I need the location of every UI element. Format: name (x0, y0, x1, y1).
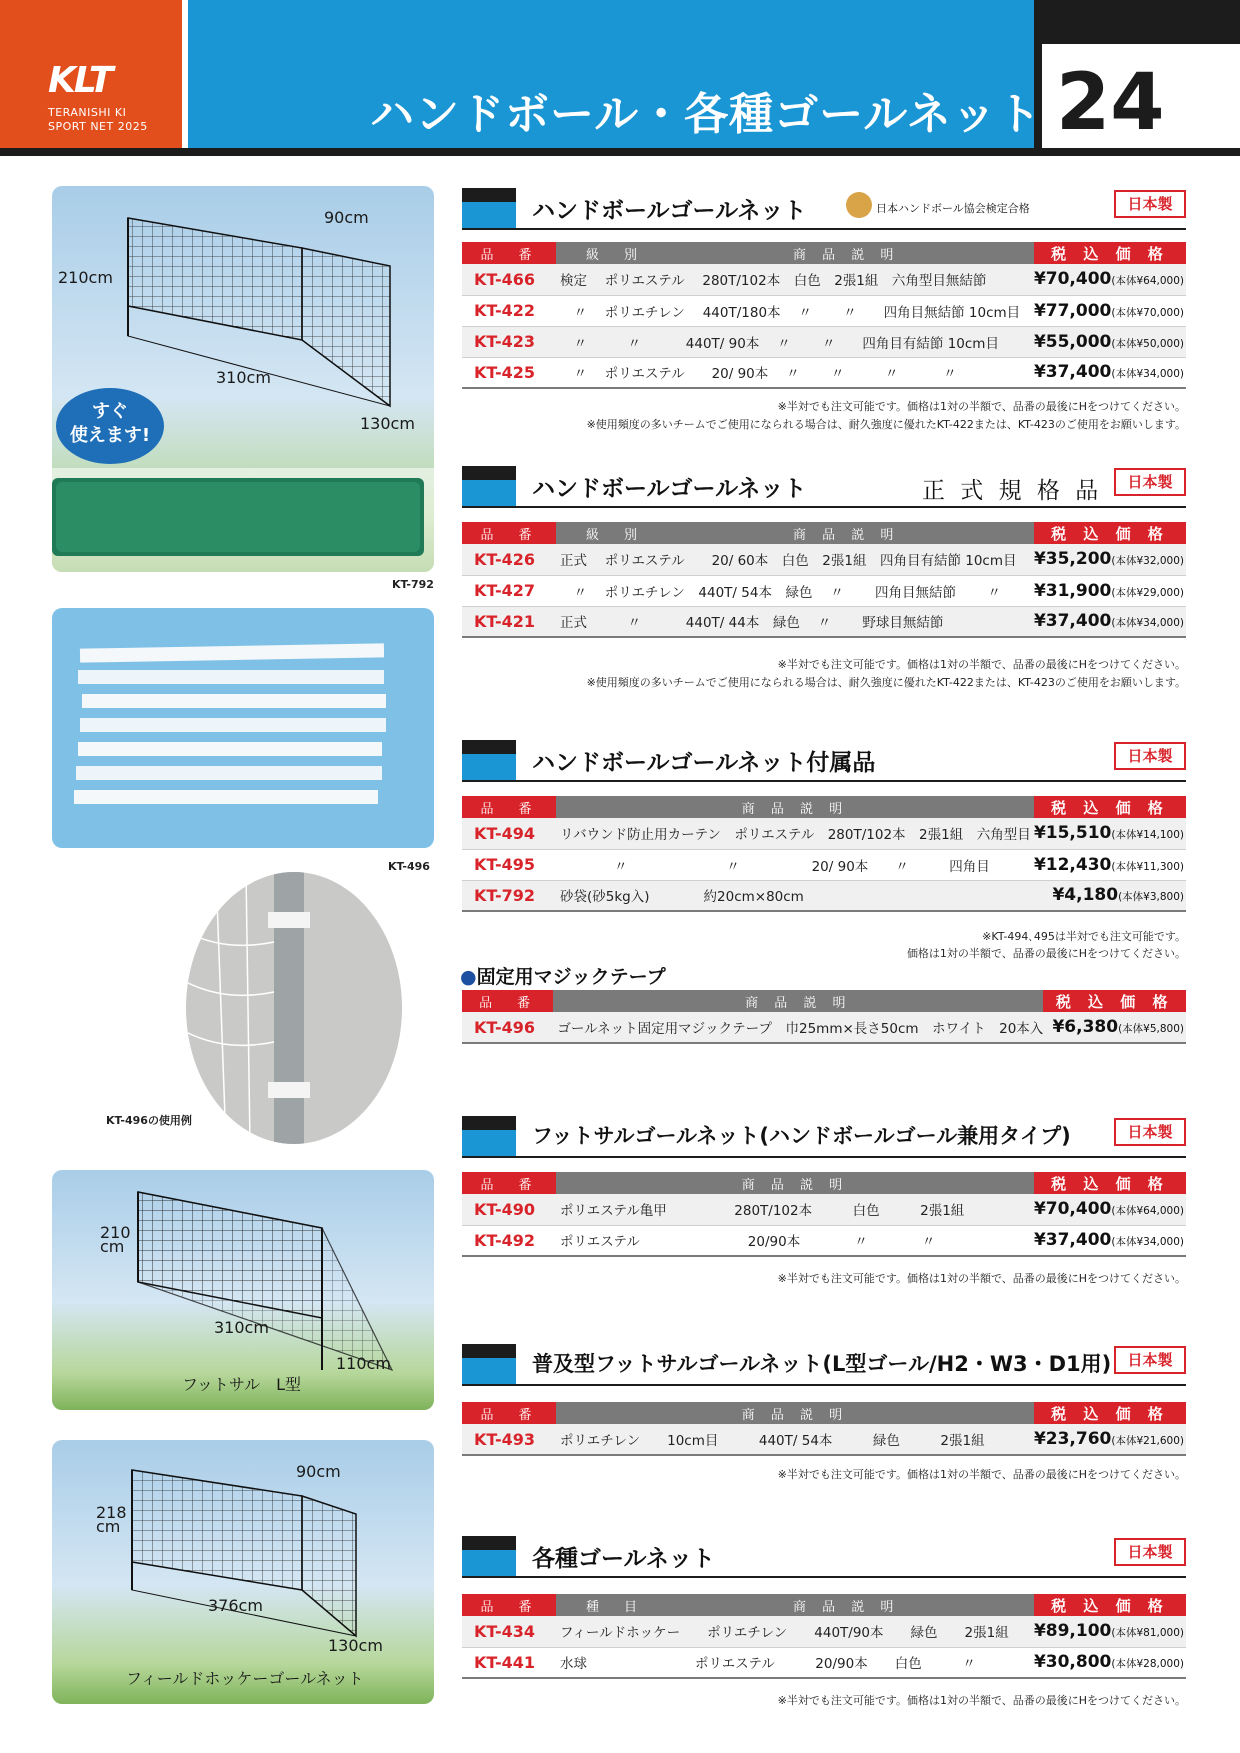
table-row: KT-427 〃 ポリエチレン 440T/ 54本 緑色 〃 四角目無結節 〃 ¥31,900(本体¥29,000) (462, 575, 1186, 606)
futsal-goal-photo (52, 1170, 434, 1410)
section-handball-net (462, 188, 1186, 228)
section-title: ハンドボールゴールネット (532, 198, 807, 224)
section-marker (462, 1116, 516, 1156)
hockey-net-illustration (52, 1440, 434, 1704)
tape-photo (52, 608, 434, 848)
section-title: フットサルゴールネット(ハンドボールゴール兼用タイプ) (532, 1124, 1071, 1148)
table-row: KT-494 リバウンド防止用カーテン ポリエステル 280T/102本 2張1組 六角型目 ¥15,510(本体¥14,100) (462, 818, 1186, 849)
caption-kt496: KT-496 (388, 860, 430, 873)
pole-and-net (186, 872, 402, 1144)
section-title: 普及型フットサルゴールネット(L型ゴール/H2・W3・D1用) (532, 1352, 1112, 1376)
table-row: KT-434 フィールドホッケー ポリエチレン 440T/90本 緑色 2張1組 ¥89,100(本体¥81,000) (462, 1616, 1186, 1647)
note-kt494: ※KT-494､495は半対でも注文可能です。 (982, 930, 1186, 943)
note-kt494-price: 価格は1対の半額で、品番の最後にHをつけてください。 (906, 947, 1186, 960)
section-futsal-net (462, 1116, 1186, 1156)
th-desc: 級 別 商 品 説 明 (556, 242, 1034, 264)
made-in-japan-badge: 日本製 (1114, 468, 1186, 496)
section-handball-net-official (462, 466, 1186, 506)
section-marker (462, 1536, 516, 1576)
price-table-s2: 品 番 級 別 商 品 説 明 税 込 価 格 KT-426 正式 ポリエステル 20/ 60本 白色 2張1組 四角目有結節 10cm目 ¥35,200(本体¥32,000) KT-427 〃 ポリエチレン 440T/ 54本 緑色 〃 四角目無結節 〃 ¥31,900(本体¥29,000) KT-421 正式 〃 440T/ 44本 緑色 〃 野球目無結節 ¥37,400(本体¥34,000) (462, 522, 1186, 638)
made-in-japan-badge: 日本製 (1114, 1538, 1186, 1566)
note-durability: ※使用頻度の多いチームでご使用になられる場合は、耐久強度に優れたKT-422または、KT-423のご使用をお願いします。 (586, 418, 1186, 431)
price-table-s1 (462, 242, 1186, 389)
page-header (0, 0, 1240, 152)
dim-height: 210 cm (100, 1223, 131, 1256)
section-title: ハンドボールゴールネット付属品 (532, 750, 876, 776)
hockey-goal-photo (52, 1440, 434, 1704)
brand-line-1: TERANISHI KI (48, 106, 127, 119)
hockey-label: フィールドホッケーゴールネット (126, 1669, 364, 1688)
caption-kt792: KT-792 (392, 578, 434, 591)
brand-logo: KLT (48, 60, 112, 101)
note-half-order: ※半対でも注文可能です。価格は1対の半額で、品番の最後にHをつけてください。 (777, 1468, 1186, 1481)
table-row: KT-492 ポリエステル 20/90本 〃 〃 ¥37,400(本体¥34,000) (462, 1225, 1186, 1256)
dim-length: 310cm (216, 368, 271, 387)
page-number: 24 (1056, 58, 1165, 148)
futsal-label: フットサル L型 (182, 1375, 301, 1394)
section-title: ハンドボールゴールネット (532, 476, 807, 502)
tape-strips (52, 608, 434, 848)
section-basic-futsal-net (462, 1344, 1186, 1384)
table-row: KT-425 〃 ポリエステル 20/ 90本 〃 〃 〃 〃 ¥37,400(本体¥34,000) (462, 357, 1186, 388)
association-seal-icon (846, 192, 872, 218)
dim-depth: 130cm (328, 1636, 383, 1655)
dim-depth: 110cm (336, 1354, 391, 1373)
dim-width: 90cm (324, 208, 369, 227)
note-half-order: ※半対でも注文可能です。価格は1対の半額で、品番の最後にHをつけてください。 (777, 400, 1186, 413)
note-half-order: ※半対でも注文可能です。価格は1対の半額で、品番の最後にHをつけてください。 (777, 1272, 1186, 1285)
price-table-s4: 品 番 商 品 説 明 税 込 価 格 KT-490 ポリエステル亀甲 280T/102本 白色 2張1組 ¥70,400(本体¥64,000) KT-492 ポリエステル 20/90本 〃 〃 ¥37,400(本体¥34,000) (462, 1172, 1186, 1257)
dim-depth: 130cm (360, 414, 415, 433)
made-in-japan-badge: 日本製 (1114, 1346, 1186, 1374)
made-in-japan-badge: 日本製 (1114, 1118, 1186, 1146)
caption-kt496-use: KT-496の使用例 (106, 1114, 192, 1127)
price-table-s3: 品 番 商 品 説 明 税 込 価 格 KT-494 リバウンド防止用カーテン ポリエステル 280T/102本 2張1組 六角型目 ¥15,510(本体¥14,100) KT-495 〃 〃 20/ 90本 〃 四角目 ¥12,430(本体¥11,300) KT-792 砂袋(砂5kg入) 約20cm×80cm ¥4,180(本体¥3,800) (462, 796, 1186, 912)
th-price: 税 込 価 格 (1034, 242, 1186, 264)
price-table-s3b: 品 番 商 品 説 明 税 込 価 格 KT-496 ゴールネット固定用マジックテープ 巾25mm×長さ50cm ホワイト 20本入 ¥6,380(本体¥5,800) (462, 990, 1186, 1044)
section-marker (462, 466, 516, 506)
dim-length: 376cm (208, 1596, 263, 1615)
ready-to-use-badge: すぐ 使えます! (56, 388, 164, 464)
dim-length: 310cm (214, 1318, 269, 1337)
page-title: ハンドボール・各種ゴールネット (370, 89, 1042, 140)
table-row: KT-792 砂袋(砂5kg入) 約20cm×80cm ¥4,180(本体¥3,800) (462, 880, 1186, 911)
table-row: KT-466 検定 ポリエステル 280T/102本 白色 2張1組 六角型目無結節 ¥70,400(本体¥64,000) (462, 264, 1186, 295)
price-table-s5: 品 番 商 品 説 明 税 込 価 格 KT-493 ポリエチレン 10cm目 440T/ 54本 緑色 2張1組 ¥23,760(本体¥21,600) (462, 1402, 1186, 1456)
table-row: KT-495 〃 〃 20/ 90本 〃 四角目 ¥12,430(本体¥11,300) (462, 849, 1186, 880)
table-row: KT-490 ポリエステル亀甲 280T/102本 白色 2張1組 ¥70,400(本体¥64,000) (462, 1194, 1186, 1225)
section-title: 各種ゴールネット (532, 1546, 715, 1572)
subsection-magic-tape: ●固定用マジックテープ (460, 966, 666, 988)
made-in-japan-badge: 日本製 (1114, 190, 1186, 218)
table-row: KT-422 〃 ポリエチレン 440T/180本 〃 〃 四角目無結節 10cm目 ¥77,000(本体¥70,000) (462, 295, 1186, 326)
tape-use-photo (186, 872, 402, 1144)
table-row: KT-493 ポリエチレン 10cm目 440T/ 54本 緑色 2張1組 ¥23,760(本体¥21,600) (462, 1424, 1186, 1455)
table-row: KT-423 〃 〃 440T/ 90本 〃 〃 四角目有結節 10cm目 ¥55,000(本体¥50,000) (462, 326, 1186, 357)
official-standard-label: 正 式 規 格 品 (922, 478, 1103, 504)
table-row: KT-441 水球 ポリエステル 20/90本 白色 〃 ¥30,800(本体¥28,000) (462, 1647, 1186, 1678)
section-marker (462, 188, 516, 228)
note-durability: ※使用頻度の多いチームでご使用になられる場合は、耐久強度に優れたKT-422または、KT-423のご使用をお願いします。 (586, 676, 1186, 689)
dim-width: 90cm (296, 1462, 341, 1481)
th-code: 品 番 (462, 242, 556, 264)
section-marker (462, 1344, 516, 1384)
header-page-tab (1034, 0, 1240, 44)
handball-goal-photo (52, 186, 434, 572)
made-in-japan-badge: 日本製 (1114, 742, 1186, 770)
dim-height: 210cm (58, 268, 113, 287)
dim-height: 218 cm (96, 1503, 127, 1536)
certification-text: 日本ハンドボール協会検定合格 (876, 202, 1030, 215)
section-accessories (462, 740, 1186, 780)
table-row: KT-426 正式 ポリエステル 20/ 60本 白色 2張1組 四角目有結節 10cm目 ¥35,200(本体¥32,000) (462, 544, 1186, 575)
section-various-nets (462, 1536, 1186, 1576)
table-row: KT-421 正式 〃 440T/ 44本 緑色 〃 野球目無結節 ¥37,400(本体¥34,000) (462, 606, 1186, 637)
note-half-order: ※半対でも注文可能です。価格は1対の半額で、品番の最後にHをつけてください。 (777, 658, 1186, 671)
table-row: KT-496 ゴールネット固定用マジックテープ 巾25mm×長さ50cm ホワイト 20本入 ¥6,380(本体¥5,800) (462, 1012, 1186, 1043)
brand-line-2: SPORT NET 2025 (48, 120, 148, 133)
section-marker (462, 740, 516, 780)
note-half-order: ※半対でも注文可能です。価格は1対の半額で、品番の最後にHをつけてください。 (777, 1694, 1186, 1707)
header-rule (0, 148, 1240, 156)
price-table-s6: 品 番 種 目 商 品 説 明 税 込 価 格 KT-434 フィールドホッケー ポリエチレン 440T/90本 緑色 2張1組 ¥89,100(本体¥81,000) KT-441 水球 ポリエステル 20/90本 白色 〃 ¥30,800(本体¥28,000) (462, 1594, 1186, 1679)
